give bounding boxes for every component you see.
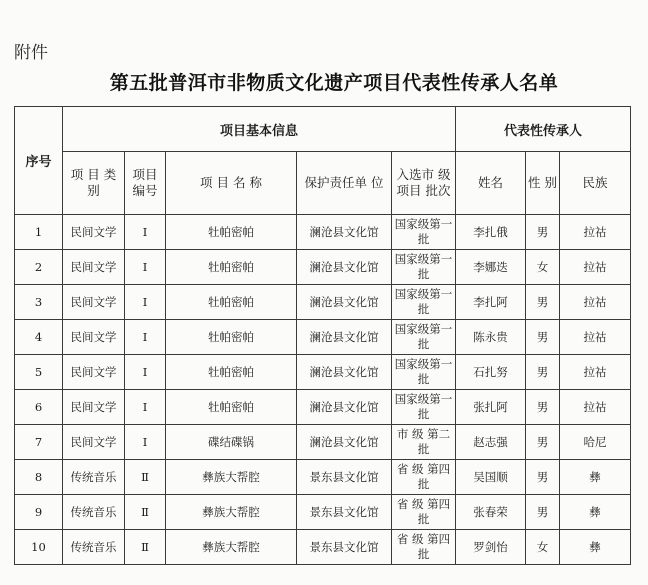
cell-code: Ⅱ	[125, 495, 166, 530]
cell-ethnic: 彝	[560, 460, 631, 495]
table-row	[15, 250, 631, 285]
cell-project: 牡帕密帕	[166, 355, 297, 390]
cell-gender: 女	[526, 530, 560, 565]
header-ethnic: 民族	[560, 152, 631, 215]
cell-category: 传统音乐	[63, 530, 125, 565]
cell-person-name: 陈永贵	[456, 320, 526, 355]
header-person-name: 姓名	[456, 152, 526, 215]
cell-seq: 9	[15, 495, 63, 530]
cell-batch: 市 级 第二批	[392, 425, 456, 460]
cell-ethnic: 哈尼	[560, 425, 631, 460]
cell-category: 民间文学	[63, 320, 125, 355]
cell-seq: 10	[15, 530, 63, 565]
cell-unit: 澜沧县文化馆	[297, 320, 392, 355]
header-gender: 性 别	[526, 152, 560, 215]
table-row	[15, 390, 631, 425]
table-row	[15, 320, 631, 355]
cell-code: Ⅰ	[125, 320, 166, 355]
header-seq: 序号	[15, 107, 63, 215]
cell-category: 传统音乐	[63, 460, 125, 495]
cell-category: 民间文学	[63, 425, 125, 460]
header-project-info: 项目基本信息	[63, 107, 456, 152]
table-row	[15, 285, 631, 320]
cell-unit: 景东县文化馆	[297, 530, 392, 565]
cell-ethnic: 拉祜	[560, 285, 631, 320]
cell-code: Ⅰ	[125, 390, 166, 425]
cell-category: 民间文学	[63, 250, 125, 285]
attachment-label: 附件	[14, 43, 48, 63]
cell-batch: 国家级第一批	[392, 250, 456, 285]
cell-gender: 男	[526, 215, 560, 250]
cell-batch: 国家级第一批	[392, 355, 456, 390]
cell-project: 牡帕密帕	[166, 390, 297, 425]
cell-ethnic: 拉祜	[560, 215, 631, 250]
cell-batch: 国家级第一批	[392, 215, 456, 250]
cell-ethnic: 拉祜	[560, 355, 631, 390]
cell-gender: 男	[526, 460, 560, 495]
cell-gender: 男	[526, 425, 560, 460]
cell-seq: 8	[15, 460, 63, 495]
cell-project: 牡帕密帕	[166, 250, 297, 285]
cell-code: Ⅰ	[125, 285, 166, 320]
cell-code: Ⅰ	[125, 425, 166, 460]
cell-category: 传统音乐	[63, 495, 125, 530]
cell-category: 民间文学	[63, 215, 125, 250]
cell-project: 牡帕密帕	[166, 285, 297, 320]
cell-project: 彝族大帮腔	[166, 460, 297, 495]
cell-ethnic: 彝	[560, 530, 631, 565]
heir-list-table	[14, 106, 631, 565]
cell-unit: 澜沧县文化馆	[297, 215, 392, 250]
cell-project: 牡帕密帕	[166, 215, 297, 250]
cell-unit: 景东县文化馆	[297, 460, 392, 495]
cell-ethnic: 拉祜	[560, 320, 631, 355]
cell-gender: 男	[526, 390, 560, 425]
cell-code: Ⅱ	[125, 460, 166, 495]
cell-unit: 景东县文化馆	[297, 495, 392, 530]
cell-seq: 3	[15, 285, 63, 320]
cell-category: 民间文学	[63, 390, 125, 425]
cell-unit: 澜沧县文化馆	[297, 390, 392, 425]
cell-project: 牡帕密帕	[166, 320, 297, 355]
header-category: 项 目 类 别	[63, 152, 125, 215]
cell-ethnic: 拉祜	[560, 250, 631, 285]
cell-project: 彝族大帮腔	[166, 495, 297, 530]
cell-person-name: 吴国顺	[456, 460, 526, 495]
cell-batch: 国家级第一批	[392, 320, 456, 355]
cell-unit: 澜沧县文化馆	[297, 250, 392, 285]
cell-person-name: 石扎努	[456, 355, 526, 390]
cell-seq: 2	[15, 250, 63, 285]
cell-code: Ⅰ	[125, 215, 166, 250]
document-title: 第五批普洱市非物质文化遗产项目代表性传承人名单	[109, 72, 559, 94]
cell-ethnic: 拉祜	[560, 390, 631, 425]
header-heir: 代表性传承人	[456, 107, 631, 152]
cell-seq: 6	[15, 390, 63, 425]
cell-code: Ⅰ	[125, 250, 166, 285]
cell-person-name: 赵志强	[456, 425, 526, 460]
cell-person-name: 张春荣	[456, 495, 526, 530]
table-row	[15, 530, 631, 565]
table-row	[15, 215, 631, 250]
header-batch: 入选市 级项目 批次	[392, 152, 456, 215]
cell-gender: 男	[526, 285, 560, 320]
cell-gender: 男	[526, 495, 560, 530]
cell-gender: 男	[526, 320, 560, 355]
cell-unit: 澜沧县文化馆	[297, 425, 392, 460]
table-row	[15, 495, 631, 530]
cell-category: 民间文学	[63, 355, 125, 390]
cell-ethnic: 彝	[560, 495, 631, 530]
cell-seq: 5	[15, 355, 63, 390]
cell-person-name: 罗剑怡	[456, 530, 526, 565]
cell-seq: 4	[15, 320, 63, 355]
table-row	[15, 425, 631, 460]
cell-batch: 省 级 第四批	[392, 530, 456, 565]
header-project-name: 项 目 名 称	[166, 152, 297, 215]
cell-person-name: 张扎阿	[456, 390, 526, 425]
cell-category: 民间文学	[63, 285, 125, 320]
table-row	[15, 355, 631, 390]
cell-seq: 7	[15, 425, 63, 460]
cell-batch: 国家级第一批	[392, 285, 456, 320]
cell-person-name: 李娜迭	[456, 250, 526, 285]
cell-project: 碟结碟锅	[166, 425, 297, 460]
cell-project: 彝族大帮腔	[166, 530, 297, 565]
cell-gender: 女	[526, 250, 560, 285]
cell-code: Ⅰ	[125, 355, 166, 390]
cell-unit: 澜沧县文化馆	[297, 285, 392, 320]
cell-person-name: 李扎阿	[456, 285, 526, 320]
header-code: 项目 编号	[125, 152, 166, 215]
cell-gender: 男	[526, 355, 560, 390]
cell-batch: 省 级 第四批	[392, 460, 456, 495]
cell-seq: 1	[15, 215, 63, 250]
cell-unit: 澜沧县文化馆	[297, 355, 392, 390]
cell-person-name: 李扎俄	[456, 215, 526, 250]
header-unit: 保护责任单 位	[297, 152, 392, 215]
cell-code: Ⅱ	[125, 530, 166, 565]
cell-batch: 省 级 第四批	[392, 495, 456, 530]
cell-batch: 国家级第一批	[392, 390, 456, 425]
table-row	[15, 460, 631, 495]
